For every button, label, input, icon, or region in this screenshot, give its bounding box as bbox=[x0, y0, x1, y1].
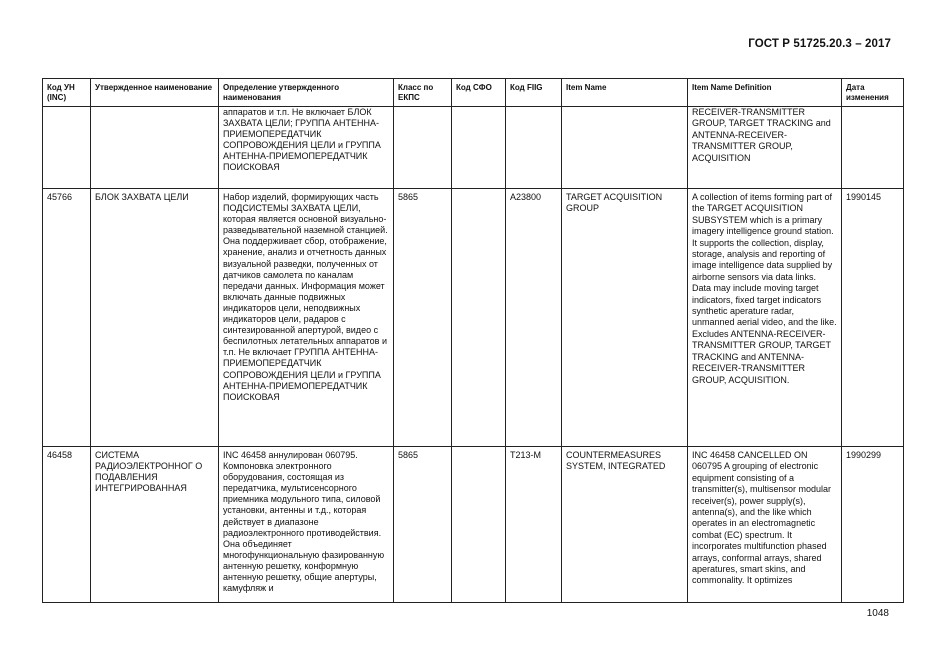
cell-approved-name: БЛОК ЗАХВАТА ЦЕЛИ bbox=[91, 189, 219, 447]
cell-definition: Набор изделий, формирующих часть ПОДСИСТЕМЫ ЗАХВАТА ЦЕЛИ, которая является основной визуально-разведывательной наземной станцией. Она поддерживает сбор, отображение, хранение, анализ и отчетность данных визуальной разведки, полученных от датчиков самолета по каналам передачи данных. Информация может включать данные подвижных индикаторов цели, неподвижных индикаторов цели, радаров с синтезированной апертурой, видео с беспилотных летательных аппаратов и т.п. Не включает ГРУППА АНТЕННА-ПРИЕМОПЕРЕДАТЧИК СОПРОВОЖДЕНИЯ ЦЕЛИ и ГРУППА АНТЕННА-ПРИЕМОПЕРЕДАТЧИК ПОИСКОВАЯ bbox=[219, 189, 394, 447]
table-row bbox=[43, 447, 904, 603]
col-header-fiig: Код FIIG bbox=[506, 79, 562, 107]
col-header-item-name-definition: Item Name Definition bbox=[688, 79, 842, 107]
cell-inc bbox=[43, 107, 91, 189]
document-standard-header: ГОСТ Р 51725.20.3 – 2017 bbox=[748, 38, 891, 50]
col-header-inc: Код УН (INC) bbox=[43, 79, 91, 107]
col-header-approved-name: Утвержденное наименование bbox=[91, 79, 219, 107]
table-row bbox=[43, 189, 904, 447]
cell-item-name-definition: INC 46458 CANCELLED ON 060795 A grouping of electronic equipment consisting of a transmitter(s), multisensor modular receiver(s), power supply(s), antenna(s), and the like which operates in an electromagnetic combat (EC) spectrum. It incorporates multifunction phased arrays, conformal arrays, shared aperatures, smart skins, and commonality. It optimizes bbox=[688, 447, 842, 603]
col-header-class: Класс по ЕКПС bbox=[394, 79, 452, 107]
cell-inc: 45766 bbox=[43, 189, 91, 447]
cell-approved-name bbox=[91, 107, 219, 189]
col-header-definition: Определение утвержденного наименования bbox=[219, 79, 394, 107]
cell-item-name-definition: A collection of items forming part of the TARGET ACQUISITION SUBSYSTEM which is a primary imagery intelligence ground station. It supports the collection, display, storage, analysis and reporting of image intelligence data supplied by airborne sensors via data links. Data may include moving target indicators, fixed target indicators synthetic aperature radar, unmanned aerial video, and the like. Excludes ANTENNA-RECEIVER-TRANSMITTER GROUP, TARGET TRACKING and ANTENNA-RECEIVER-TRANSMITTER GROUP, ACQUISITION. bbox=[688, 189, 842, 447]
col-header-sfo: Код СФО bbox=[452, 79, 506, 107]
cell-class: 5865 bbox=[394, 189, 452, 447]
cell-item-name: COUNTERMEASURES SYSTEM, INTEGRATED bbox=[562, 447, 688, 603]
cell-fiig bbox=[506, 107, 562, 189]
table-row bbox=[43, 107, 904, 189]
col-header-change-date: Дата изменения bbox=[842, 79, 904, 107]
cell-fiig: A23800 bbox=[506, 189, 562, 447]
cell-item-name-definition: RECEIVER-TRANSMITTER GROUP, TARGET TRACKING and ANTENNA-RECEIVER-TRANSMITTER GROUP, ACQUISITION bbox=[688, 107, 842, 189]
cell-class: 5865 bbox=[394, 447, 452, 603]
cell-change-date: 1990299 bbox=[842, 447, 904, 603]
cell-approved-name: СИСТЕМА РАДИОЭЛЕКТРОННОГ О ПОДАВЛЕНИЯ ИНТЕГРИРОВАННАЯ bbox=[91, 447, 219, 603]
cell-definition: аппаратов и т.п. Не включает БЛОК ЗАХВАТА ЦЕЛИ; ГРУППА АНТЕННА-ПРИЕМОПЕРЕДАТЧИК СОПРОВОЖДЕНИЯ ЦЕЛИ и ГРУППА АНТЕННА-ПРИЕМОПЕРЕДАТЧИК ПОИСКОВАЯ bbox=[219, 107, 394, 189]
cell-change-date bbox=[842, 107, 904, 189]
cell-sfo bbox=[452, 107, 506, 189]
cell-change-date: 1990145 bbox=[842, 189, 904, 447]
cell-inc: 46458 bbox=[43, 447, 91, 603]
cell-item-name bbox=[562, 107, 688, 189]
cell-class bbox=[394, 107, 452, 189]
table-header-row bbox=[43, 79, 904, 107]
cell-sfo bbox=[452, 447, 506, 603]
classification-table bbox=[42, 78, 904, 603]
cell-fiig: T213-M bbox=[506, 447, 562, 603]
col-header-item-name: Item Name bbox=[562, 79, 688, 107]
cell-item-name: TARGET ACQUISITION GROUP bbox=[562, 189, 688, 447]
page-number: 1048 bbox=[866, 608, 889, 619]
cell-sfo bbox=[452, 189, 506, 447]
cell-definition: INC 46458 аннулирован 060795. Компоновка электронного оборудования, состоящая из передатчика, мультисенсорного приемника модульного типа, силовой установки, антенны и т.д., которая действует в диапазоне радиоэлектронного противодействия. Она объединяет многофункциональную фазированную антенную решетку, конформную антенную решетку, общие апертуры, камуфляж и bbox=[219, 447, 394, 603]
